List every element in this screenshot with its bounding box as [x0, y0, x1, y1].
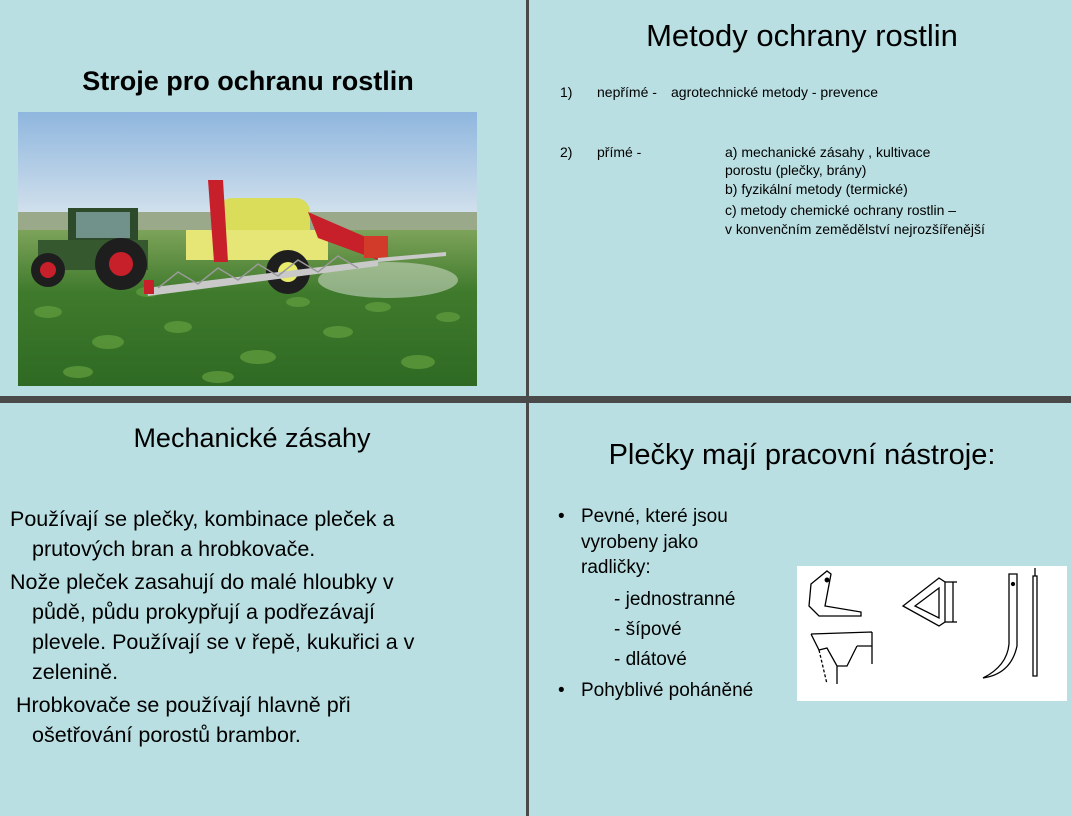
item-label: přímé - [597, 144, 642, 160]
item-number: 1) [560, 84, 573, 100]
paragraph [10, 567, 500, 687]
paragraph-line: prutových bran a hrobkovače. [32, 537, 316, 561]
slide-title: Stroje pro ochranu rostlin [82, 66, 414, 96]
item-number: 2) [560, 144, 573, 160]
paragraph [10, 690, 500, 750]
paragraph-line: Hrobkovače se používají hlavně při [10, 693, 351, 717]
slide-protection-methods [529, 0, 1071, 396]
slide-machines [0, 0, 526, 396]
bullet-line: Pohyblivé poháněné [581, 680, 754, 701]
sub-item: - šípové [614, 619, 682, 640]
slide-title: Mechanické zásahy [133, 423, 371, 453]
item-label: nepřímé - [597, 84, 657, 100]
slide-hoe-tools [529, 403, 1071, 816]
paragraph [10, 504, 500, 564]
item-line: c) metody chemické ochrany rostlin – [725, 202, 957, 218]
bullet-line: radličky: [581, 557, 651, 578]
horizontal-divider [0, 396, 1071, 403]
bullet-line: Pevné, které jsou [581, 506, 728, 527]
paragraph-line: plevele. Používají se v řepě, kukuřici a v [32, 630, 415, 654]
slide-mechanical-interventions [0, 403, 526, 816]
item-line: a) mechanické zásahy , kultivace [725, 144, 931, 160]
item-line: porostu (plečky, brány) [725, 162, 867, 178]
paragraph-line: půdě, půdu prokypřují a podřezávají [32, 600, 376, 624]
tool-drawings [797, 566, 1067, 701]
slide-title: Plečky mají pracovní nástroje: [608, 439, 996, 471]
item-line: b) fyzikální metody (termické) [725, 181, 908, 197]
bullet-icon: • [558, 680, 565, 701]
item-line: v konvenčním zemědělství nejrozšířenější [725, 221, 985, 237]
paragraph-line: Nože pleček zasahují do malé hloubky v [10, 570, 394, 594]
paragraph-line: zelenině. [32, 660, 119, 684]
sub-item: - dlátové [614, 649, 687, 670]
paragraph-line: Používají se plečky, kombinace pleček a [10, 507, 395, 531]
item-text: agrotechnické metody - prevence [671, 84, 878, 100]
bullet-line: vyrobeny jako [581, 532, 699, 553]
paragraph-line: ošetřování porostů brambor. [32, 723, 301, 747]
sub-item: - jednostranné [614, 589, 736, 610]
sprayer-photo [18, 112, 477, 386]
bullet-icon: • [558, 506, 565, 527]
slide-title: Metody ochrany rostlin [646, 18, 958, 53]
